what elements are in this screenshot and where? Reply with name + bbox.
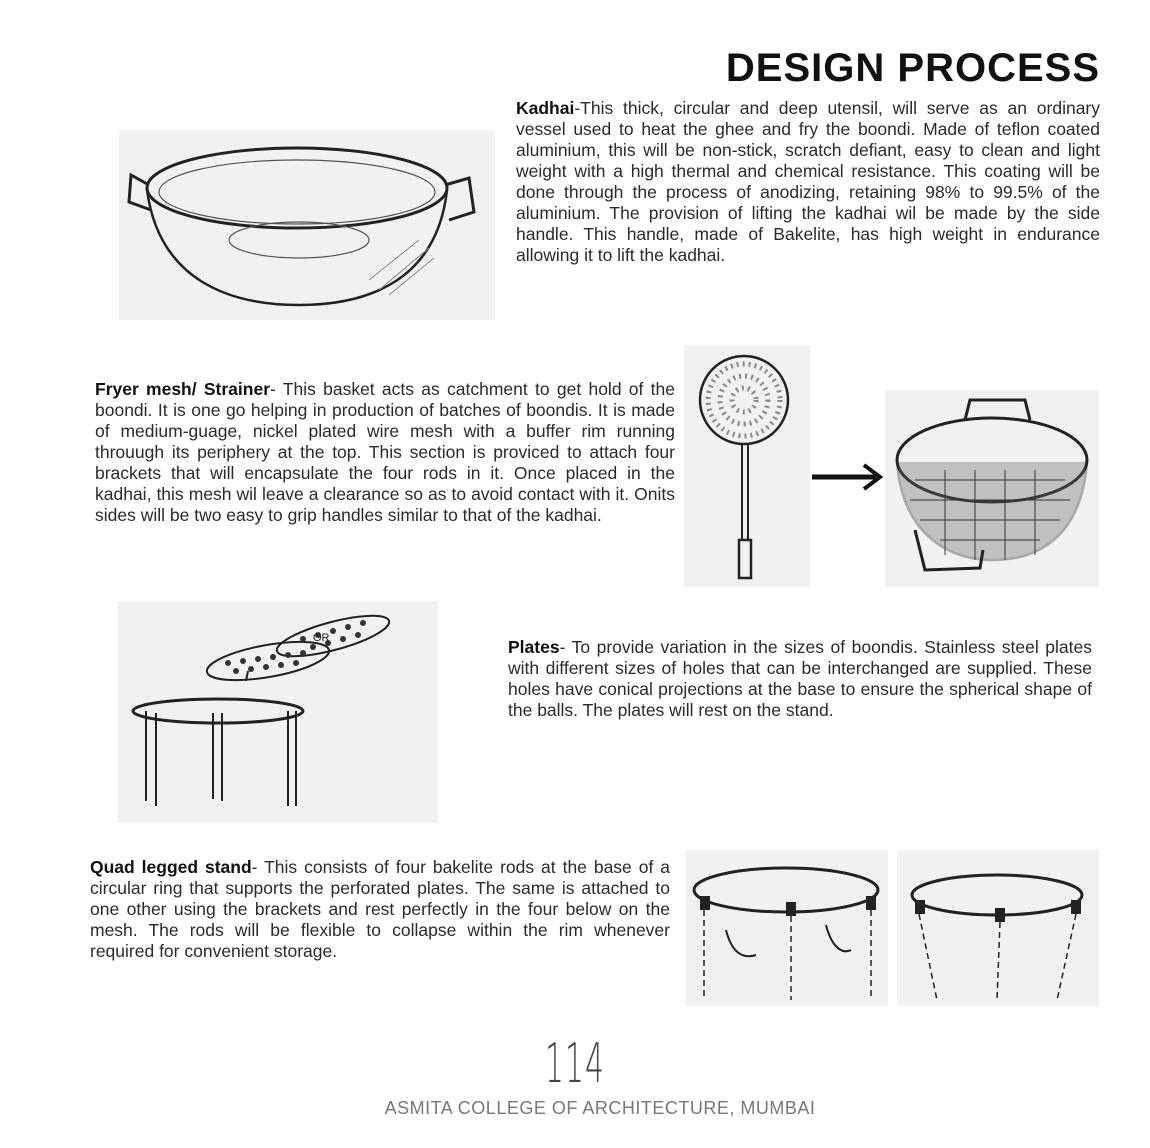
kadhai-description [516,98,1100,266]
plates-text: - To provide variation in the sizes of boondis. Stainless steel plates with different sizes of holes that can be interchanged are supplied. These holes have conical projections at the base to ensure the spherical shape of the balls. The plates will rest on the stand. [508,637,1092,720]
stand-text: - This consists of four bakelite rods at the base of a circular ring that supports the perforated plates. The same is attached to one other using the brackets and rest perfectly in the four below on the mesh. The rods will be flexible to collapse within the rim whenever required for convenient storage. [90,857,670,961]
fryer-text: - This basket acts as catchment to get hold of the boondi. It is one go helping in production of batches of boondis. It is made of medium-guage, nickel plated wire mesh with a buffer rim running throuugh its periphery at the top. This section is proviced to attach four brackets that will encapsulate the four rods in it. Once placed in the kadhai, this mesh wil leave a clearance so as to avoid contact with it. Onits sides will be two easy to grip handles similar to that of the kadhai. [95,379,675,525]
page-title: DESIGN PROCESS [725,46,1100,90]
footer-college-name: ASMITA COLLEGE OF ARCHITECTURE, MUMBAI [384,1098,816,1118]
strainer-ladle-sketch [684,345,810,587]
or-label: OR [313,632,330,644]
page-number: 114 [544,1032,605,1095]
strainer-basket-sketch [885,390,1099,587]
fryer-description [95,379,675,526]
kadhai-text: -This thick, circular and deep utensil, will serve as an ordinary vessel used to heat the ghee and fry the boondi. Made of teflon coated aluminium, this will be non-stick, scratch defiant, easy to clean and light weight with a high thermal and chemical resistance. This coating will be done through the process of anodizing, retaining 98% to 99.5% of the aluminium. The provision of lifting the kadhai wil be made by the side handle. This handle, made of Bakelite, has high weight in endurance allowing it to lift the kadhai. [516,98,1100,265]
plates-heading: Plates [508,637,560,657]
stand-collapsing-sketch [686,850,888,1006]
kadhai-sketch [119,130,495,320]
fryer-heading: Fryer mesh/ Strainer [95,379,271,399]
stand-heading: Quad legged stand [90,857,252,877]
plates-description [508,637,1092,721]
arrow-right-icon [812,462,884,492]
stand-open-sketch [897,850,1099,1006]
stand-description [90,857,670,962]
kadhai-heading: Kadhai [516,98,575,118]
plates-sketch [118,601,438,823]
